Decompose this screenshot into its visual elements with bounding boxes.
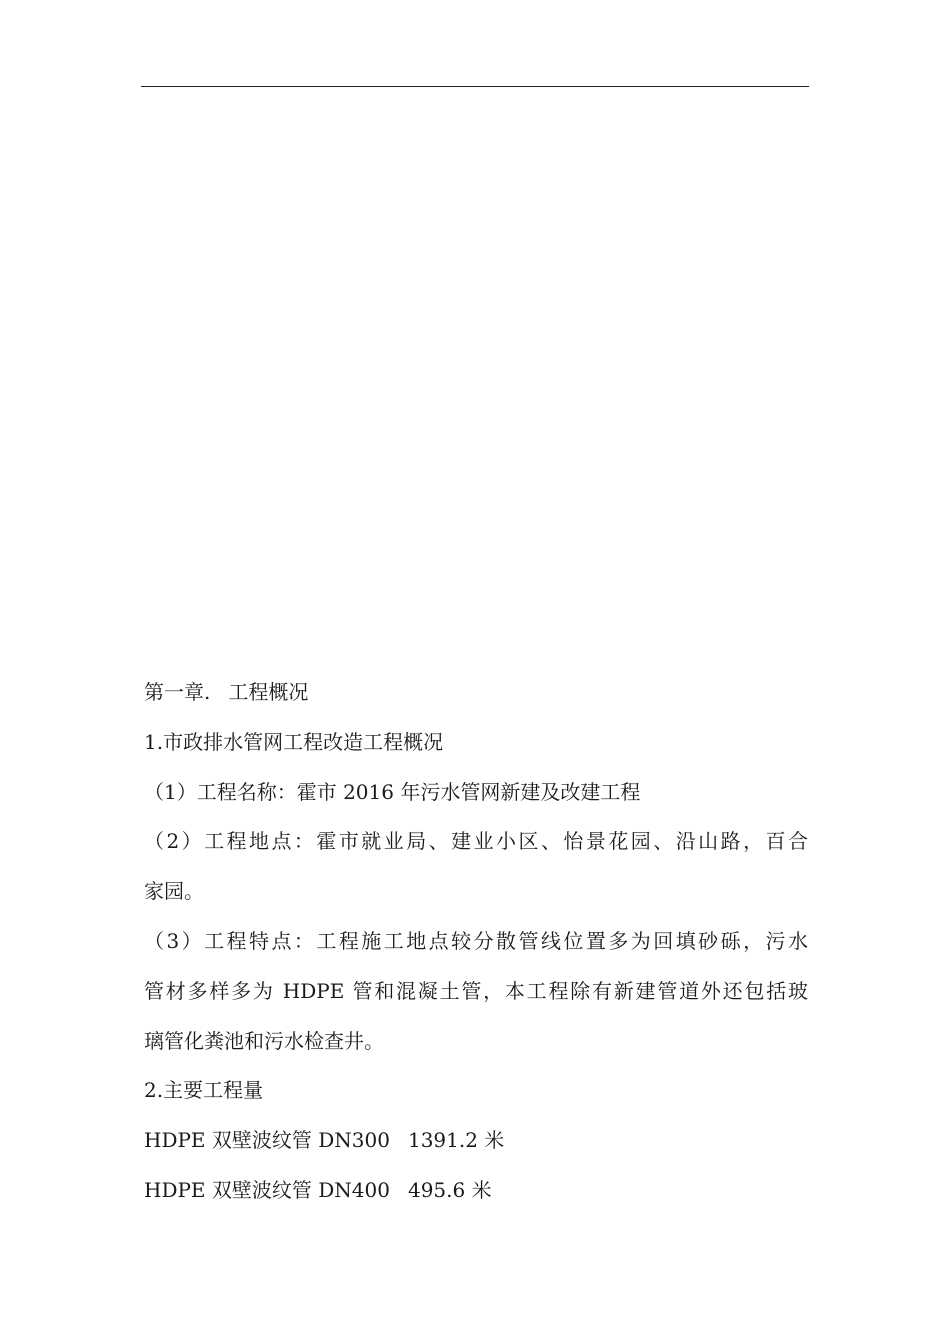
chapter-label: 第一章. — [144, 680, 211, 704]
section2-heading: 2.主要工程量 — [144, 1078, 264, 1103]
chapter-title: 工程概况 — [228, 680, 309, 704]
project-features-line2: 管材多样多为 HDPE 管和混凝土管，本工程除有新建管道外还包括玻 — [144, 978, 808, 1003]
quantity-amount: 1391.2 米 — [407, 1128, 505, 1153]
quantity-amount: 495.6 米 — [407, 1177, 492, 1202]
quantity-row — [144, 1166, 808, 1216]
quantity-item: HDPE 双壁波纹管 DN400 — [144, 1177, 390, 1202]
document-body — [144, 668, 808, 1216]
project-location-line2: 家园。 — [144, 879, 204, 904]
header-rule — [141, 86, 809, 87]
quantity-item: HDPE 双壁波纹管 DN300 — [144, 1128, 390, 1153]
section1-heading: 1.市政排水管网工程改造工程概况 — [144, 729, 444, 754]
chapter-heading — [144, 668, 808, 718]
quantity-row — [144, 1116, 808, 1166]
project-features-line3: 璃管化粪池和污水检查井。 — [144, 1028, 384, 1053]
project-features-line1: （3）工程特点：工程施工地点较分散管线位置多为回填砂砾，污水 — [144, 928, 808, 953]
project-location-line1: （2）工程地点：霍市就业局、建业小区、怡景花园、沿山路，百合 — [144, 829, 808, 854]
project-name-item: （1）工程名称：霍市 2016 年污水管网新建及改建工程 — [144, 779, 641, 804]
